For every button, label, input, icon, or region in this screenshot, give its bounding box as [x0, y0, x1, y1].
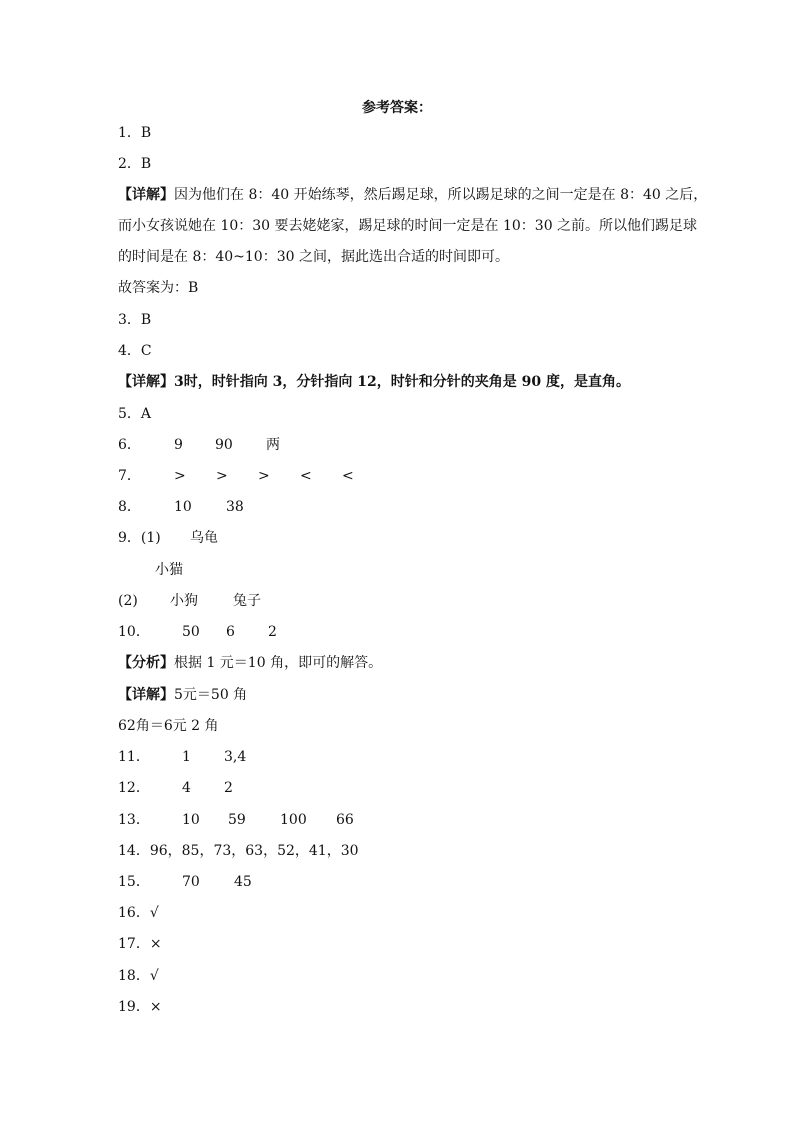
answer-2: 2．B: [118, 156, 152, 172]
question-number: 9．(1): [118, 530, 161, 546]
answer-blank: 两: [266, 437, 280, 453]
answer-9-part-2: [118, 591, 261, 611]
answer-9-part-1b: 小猫: [155, 562, 183, 578]
answer-conclusion: 故答案为：B: [118, 280, 199, 296]
detail-tag: 【详解】: [118, 687, 174, 703]
answer-blank: 小狗: [170, 593, 198, 609]
answer-5: 5．A: [118, 406, 152, 422]
answer-blank: 90: [215, 437, 233, 453]
answer-1: 1．B: [118, 125, 152, 141]
answer-15: [118, 872, 252, 892]
answer-16: 16．√: [118, 905, 159, 921]
detail-line-1: [118, 185, 707, 205]
page-title: 参考答案：: [362, 100, 432, 116]
answer-blank: 45: [234, 874, 252, 890]
answer-blank: 3,4: [224, 749, 247, 765]
answer-18: 18．√: [118, 968, 159, 984]
answer-7: [118, 466, 354, 486]
detail-text: 3时，时针指向 3，分针指向 12，时针和分针的夹角是 90 度，是直角。: [174, 374, 630, 390]
answer-blank: 9: [174, 437, 183, 453]
question-number: 8．: [118, 499, 141, 515]
detail-line-3: 的时间是在 8：40~10：30 之间，据此选出合适的时间即可。: [118, 249, 509, 265]
question-number: 10．: [118, 624, 150, 640]
answer-blank: 59: [228, 812, 246, 828]
answer-blank: 2: [268, 624, 277, 640]
detail-line-6: 62角＝6元 2 角: [118, 718, 219, 734]
detail-tag: 【详解】: [118, 374, 174, 390]
answer-blank: <: [342, 468, 354, 484]
answer-blank: 1: [182, 749, 191, 765]
answer-blank: 2: [224, 780, 233, 796]
detail-line-4: [118, 372, 630, 392]
answer-3: 3．B: [118, 312, 152, 328]
answer-17: 17．×: [118, 936, 162, 952]
answer-14: 14．96，85，73，63，52，41，30: [118, 843, 359, 859]
detail-text: 5元＝50 角: [174, 687, 248, 703]
answer-4: 4．C: [118, 343, 152, 359]
analysis-tag: 【分析】: [118, 655, 174, 671]
question-number: 7．: [118, 468, 141, 484]
part-number: (2): [118, 593, 138, 609]
analysis-text: 根据 1 元＝10 角，即可的解答。: [174, 655, 383, 671]
answer-blank: >: [258, 468, 270, 484]
question-number: 15．: [118, 874, 150, 890]
answer-blank: 66: [336, 812, 354, 828]
question-number: 13．: [118, 812, 150, 828]
answer-blank: 6: [226, 624, 235, 640]
answer-13: [118, 810, 354, 830]
answer-10: [118, 622, 277, 642]
answer-blank: 10: [174, 499, 192, 515]
answer-blank: 70: [182, 874, 200, 890]
analysis-line: [118, 653, 382, 673]
answer-blank: 38: [226, 499, 244, 515]
answer-blank: <: [300, 468, 312, 484]
detail-line-2: 而小女孩说她在 10：30 要去姥姥家，踢足球的时间一定是在 10：30 之前。所以他们踢足球: [118, 218, 698, 234]
answer-19: 19．×: [118, 999, 162, 1015]
detail-line-5: [118, 685, 247, 705]
answer-blank: 乌龟: [190, 530, 218, 546]
answer-9-part-1: [118, 528, 218, 548]
answer-6: [118, 435, 280, 455]
answer-blank: 100: [280, 812, 307, 828]
question-number: 6．: [118, 437, 141, 453]
answer-blank: >: [216, 468, 228, 484]
answer-blank: 兔子: [233, 593, 261, 609]
answer-blank: 50: [182, 624, 200, 640]
answer-blank: 10: [182, 812, 200, 828]
answer-blank: 4: [182, 780, 191, 796]
question-number: 11．: [118, 749, 150, 765]
detail-text: 因为他们在 8：40 开始练琴，然后踢足球，所以踢足球的之间一定是在 8：40 之后，: [174, 187, 708, 203]
answer-11: [118, 747, 246, 767]
answer-12: [118, 778, 233, 798]
answer-blank: >: [174, 468, 186, 484]
answer-8: [118, 497, 244, 517]
detail-tag: 【详解】: [118, 187, 174, 203]
question-number: 12．: [118, 780, 150, 796]
